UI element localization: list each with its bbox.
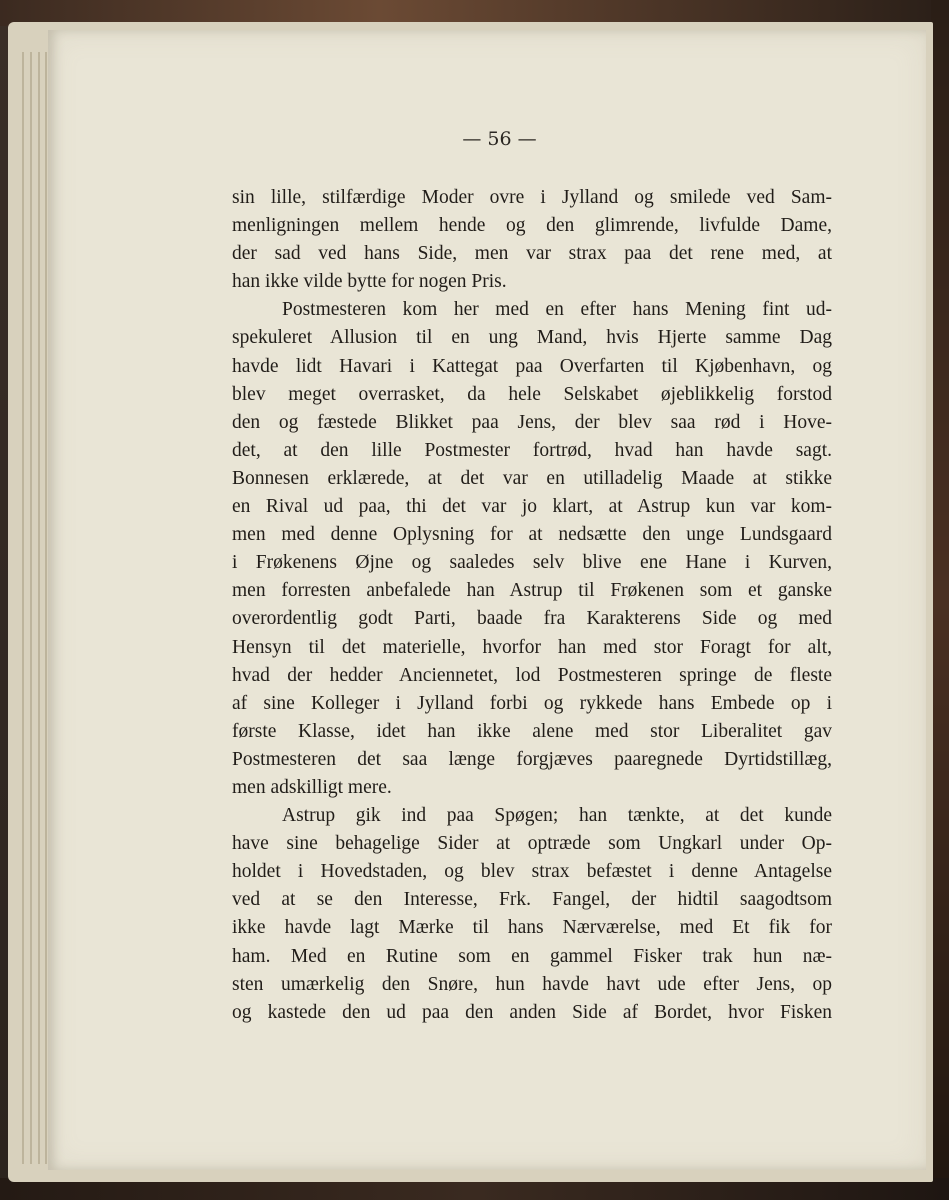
text-line: men adskilligt mere. [232,776,392,798]
text-line: den og fæstede Blikket paa Jens, der blev saa rød i Hove- [232,411,832,433]
text-line: men med denne Oplysning for at nedsætte den unge Lundsgaard [232,524,832,546]
text-line: Astrup gik ind paa Spøgen; han tænkte, at det kunde [282,805,832,827]
text-line: havde lidt Havari i Kattegat paa Overfarten til Kjøbenhavn, og [232,355,832,377]
page-edge-line [38,52,40,1164]
text-line: ham. Med en Rutine som en gammel Fisker trak hun næ- [232,945,832,967]
page-edge-line [45,52,47,1164]
text-line: det, at den lille Postmester fortrød, hvad han havde sagt. [232,439,832,461]
page-edge-line [22,52,24,1164]
paragraph [232,296,832,802]
text-line: ikke havde lagt Mærke til hans Nærværelse, med Et fik for [232,917,832,939]
text-line: af sine Kolleger i Jylland forbi og rykkede hans Embede op i [232,692,832,714]
text-line: Postmesteren det saa længe forgjæves paaregnede Dyrtidstillæg, [232,748,832,770]
text-line: og kastede den ud paa den anden Side af Bordet, hvor Fisken [232,1001,832,1023]
text-line: Hensyn til det materielle, hvorfor han med stor Foragt for alt, [232,636,832,658]
text-line: i Frøkenens Øjne og saaledes selv blive ene Hane i Kurven, [232,552,832,574]
paragraph [232,184,832,296]
book-cover-edge-right [931,0,949,1200]
text-line: Postmesteren kom her med en efter hans Mening fint ud- [282,299,832,321]
text-line: der sad ved hans Side, men var strax paa det rene med, at [232,243,832,265]
text-line: hvad der hedder Anciennetet, lod Postmesteren springe de fleste [232,664,832,686]
text-line: holdet i Hovedstaden, og blev strax befæstet i denne Antagelse [232,861,832,883]
text-line: overordentlig godt Parti, baade fra Karakterens Side og med [232,608,832,630]
text-line: første Klasse, idet han ikke alene med stor Liberalitet gav [232,720,832,742]
text-line: menligningen mellem hende og den glimrende, livfulde Dame, [232,215,832,237]
text-line: sten umærkelig den Snøre, hun havde havt ude efter Jens, op [232,973,832,995]
text-line: spekuleret Allusion til en ung Mand, hvis Hjerte samme Dag [232,327,832,349]
text-line: blev meget overrasket, da hele Selskabet øjeblikkelig forstod [232,383,832,405]
text-line: sin lille, stilfærdige Moder ovre i Jylland og smilede ved Sam- [232,187,832,208]
page-edge-line [30,52,32,1164]
text-line: en Rival ud paa, thi det var jo klart, at Astrup kun var kom- [232,496,832,518]
text-line: ved at se den Interesse, Frk. Fangel, der hidtil saagodtsom [232,889,832,911]
body-text [232,184,832,1027]
text-line: have sine behagelige Sider at optræde som Ungkarl under Op- [232,833,832,855]
text-line: men forresten anbefalede han Astrup til Frøkenen som et ganske [232,580,832,602]
text-line: han ikke vilde bytte for nogen Pris. [232,271,507,293]
paragraph [232,802,832,1027]
text-line: Bonnesen erklærede, at det var en utilladelig Maade at stikke [232,467,832,489]
page-number: — 56 — [462,128,537,150]
